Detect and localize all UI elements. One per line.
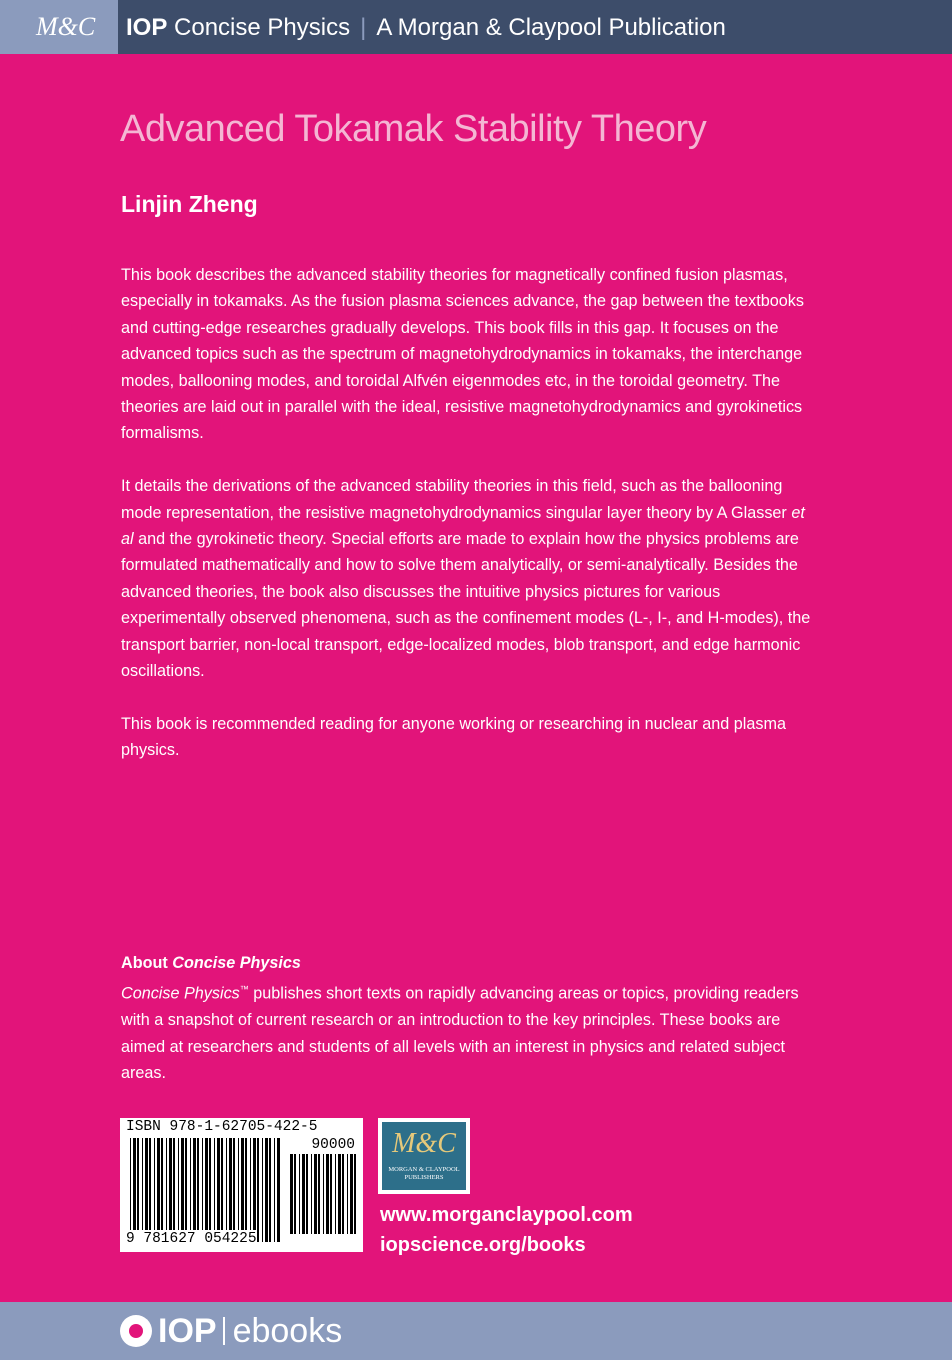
description-text: It details the derivations of the advanced stability theories in this field, such as the ballooning mode representation, the resistive magnetohydrodynamics singular layer theory by A Glasser <box>121 477 792 522</box>
about-text <box>121 976 821 1086</box>
about-heading: About Concise Physics <box>121 954 301 972</box>
publisher-links <box>380 1200 633 1260</box>
description-paragraph <box>121 473 821 684</box>
description-italic: et al <box>121 503 805 549</box>
series-header-text <box>126 14 726 42</box>
book-title: Advanced Tokamak Stability Theory <box>120 108 707 150</box>
barcode-digits: 9 781627 054225 <box>126 1231 257 1247</box>
ebooks-footer-bar <box>0 1302 952 1360</box>
header-separator: | <box>360 14 367 41</box>
publisher-line: A Morgan & Claypool Publication <box>376 14 726 41</box>
footer-iop: IOP <box>158 1312 217 1350</box>
morgan-claypool-logo <box>378 1118 470 1194</box>
footer-divider <box>223 1317 225 1345</box>
book-author: Linjin Zheng <box>121 191 258 217</box>
series-header-bar <box>0 0 952 54</box>
description-paragraph: This book describes the advanced stability theories for magnetically confined fusion plasmas, especially in tokamaks. As the fusion plasma sciences advance, the gap between the textbooks and cutting-edge researches gradually develops. This book fills in this gap. It focuses on the advanced topics such as the spectrum of magnetohydrodynamics in tokamaks, the interchange modes, ballooning modes, and toroidal Alfvén eigenmodes etc, in the toroidal geometry. The theories are laid out in parallel with the ideal, resistive magnetohydrodynamics and gyrokinetics formalisms. <box>121 266 804 443</box>
logo-mark: M&C <box>392 1128 456 1159</box>
logo-publisher-name: MORGAN & CLAYPOOL PUBLISHERS <box>388 1166 460 1181</box>
iopscience-link[interactable]: iopscience.org/books <box>380 1234 586 1256</box>
isbn-barcode <box>120 1118 363 1252</box>
trademark-symbol: ™ <box>239 984 249 995</box>
description-paragraph: This book is recommended reading for anyone working or researching in nuclear and plasma physics. <box>121 714 786 760</box>
description-text: and the gyrokinetic theory. Special efforts are made to explain how the physics problems are formulated mathematically and how to solve them analytically, or semi-analytically. Besides the advanced theories, the book also discusses the intuitive physics pictures for various experimentally observed phenomena, such as the confinement modes (L-, I-, and H-modes), the transport barrier, non-local transport, edge-localized modes, blob transport, and edge harmonic oscillations. <box>121 530 811 681</box>
series-brand: IOP <box>126 14 168 41</box>
morganclaypool-link[interactable]: www.morganclaypool.com <box>380 1204 633 1226</box>
book-description <box>121 262 821 790</box>
about-series <box>121 950 821 1086</box>
iop-logo-icon <box>120 1315 152 1347</box>
series-name: Concise Physics <box>174 14 351 41</box>
footer-ebooks: ebooks <box>232 1312 343 1350</box>
isbn-number: ISBN 978-1-62705-422-5 <box>126 1119 318 1135</box>
about-body: publishes short texts on rapidly advancing areas or topics, providing readers with a snapshot of current research or an introduction to the key principles. These books are aimed at researchers and students of all levels with an interest in physics and related subject areas. <box>121 984 799 1083</box>
logo-panel <box>382 1122 466 1190</box>
footer-brand <box>158 1310 342 1352</box>
mc-logo-mark: M&C <box>36 12 96 41</box>
about-series-name: Concise Physics <box>121 984 240 1003</box>
mc-logo-box <box>0 0 118 54</box>
price-code: 90000 <box>311 1137 355 1153</box>
